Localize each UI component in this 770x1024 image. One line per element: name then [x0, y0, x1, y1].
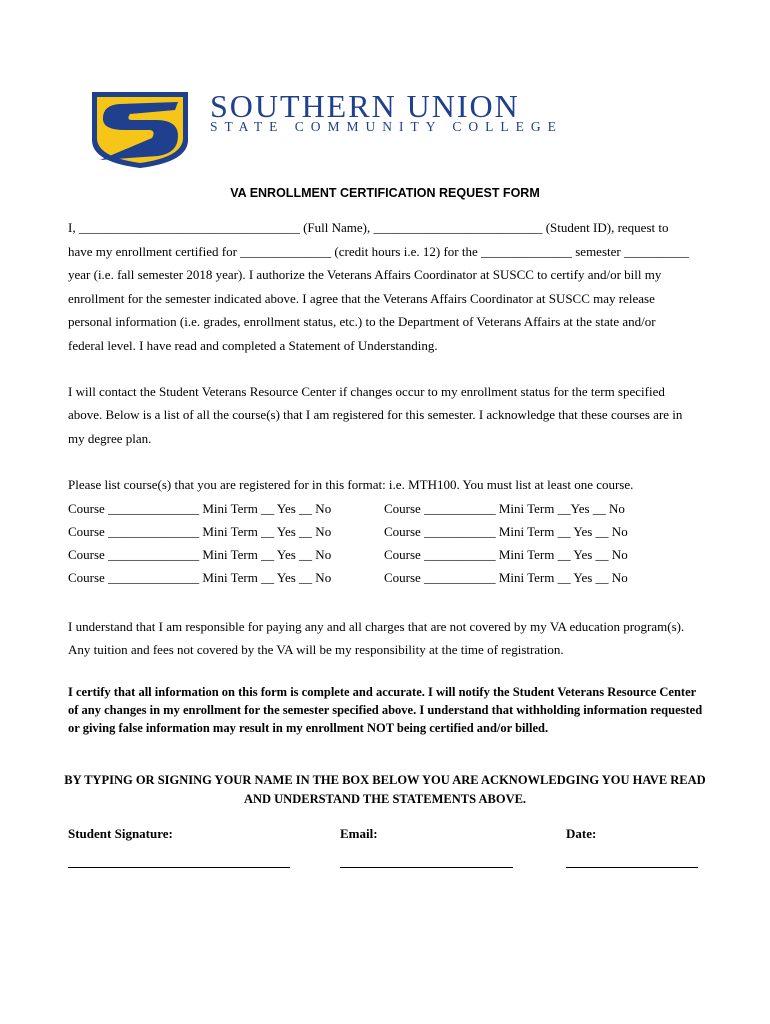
- para2-line-1: I will contact the Student Veterans Resource Center if changes occur to my enrollment status for the term specified: [68, 384, 665, 399]
- para3-line-2: Any tuition and fees not covered by the VA will be my responsibility at the time of registration.: [68, 642, 564, 657]
- para2-line-3: my degree plan.: [68, 431, 152, 446]
- para1-line-3: year (i.e. fall semester 2018 year). I authorize the Veterans Affairs Coordinator at SUSCC to certify and/or bill my: [68, 267, 662, 282]
- course-field-right-1[interactable]: Course ___________ Mini Term __Yes __ No: [384, 501, 625, 516]
- email-field[interactable]: [340, 866, 513, 868]
- course-field-left-3[interactable]: Course ______________ Mini Term __ Yes __ No: [68, 547, 332, 562]
- para3-line-1: I understand that I am responsible for paying any and all charges that are not covered by my VA education program(s).: [68, 619, 685, 634]
- college-name: SOUTHERN UNION: [210, 88, 520, 124]
- course-instructions: Please list course(s) that you are registered for in this format: i.e. MTH100. You must list at least one course.: [68, 477, 634, 492]
- course-field-right-4[interactable]: Course ___________ Mini Term __ Yes __ No: [384, 570, 628, 585]
- course-field-left-1[interactable]: Course ______________ Mini Term __ Yes __ No: [68, 501, 332, 516]
- email-label: Email:: [340, 826, 378, 841]
- para1-line-4: enrollment for the semester indicated above. I agree that the Veterans Affairs Coordinator at SUSCC may release: [68, 291, 655, 306]
- college-shield-icon: [90, 90, 190, 170]
- form-title: VA ENROLLMENT CERTIFICATION REQUEST FORM: [230, 186, 540, 200]
- acknowledgement-statement: BY TYPING OR SIGNING YOUR NAME IN THE BOX BELOW YOU ARE ACKNOWLEDGING YOU HAVE READ AND UNDERSTAND THE STATEMENTS ABOVE.: [64, 773, 706, 806]
- course-field-right-3[interactable]: Course ___________ Mini Term __ Yes __ No: [384, 547, 628, 562]
- course-field-left-2[interactable]: Course ______________ Mini Term __ Yes __ No: [68, 524, 332, 539]
- date-field[interactable]: [566, 866, 698, 868]
- para1-line-6: federal level. I have read and completed a Statement of Understanding.: [68, 338, 438, 353]
- para1-line-5: personal information (i.e. grades, enrollment status, etc.) to the Department of Veterans Affairs at the state and/or: [68, 314, 656, 329]
- para1-line-1: I, __________________________________ (Full Name), __________________________ (Student ID), request to: [68, 220, 669, 235]
- course-field-left-4[interactable]: Course ______________ Mini Term __ Yes __ No: [68, 570, 332, 585]
- college-logo: [90, 90, 690, 170]
- signature-field[interactable]: [68, 866, 290, 868]
- course-field-right-2[interactable]: Course ___________ Mini Term __ Yes __ No: [384, 524, 628, 539]
- college-subtitle: STATE COMMUNITY COLLEGE: [210, 119, 563, 134]
- date-label: Date:: [566, 826, 597, 841]
- signature-label: Student Signature:: [68, 826, 173, 841]
- para1-line-2: have my enrollment certified for ______________ (credit hours i.e. 12) for the ______________ semester __________: [68, 244, 689, 259]
- para2-line-2: above. Below is a list of all the course(s) that I am registered for this semester. I acknowledge that these courses are in: [68, 407, 683, 422]
- certification-statement: I certify that all information on this form is complete and accurate. I will notify the Student Veterans Resource Center of any changes in my enrollment for the semester specified above. I understand that withholding information requested or giving false information may result in my enrollment NOT being certified and/or billed.: [68, 685, 703, 735]
